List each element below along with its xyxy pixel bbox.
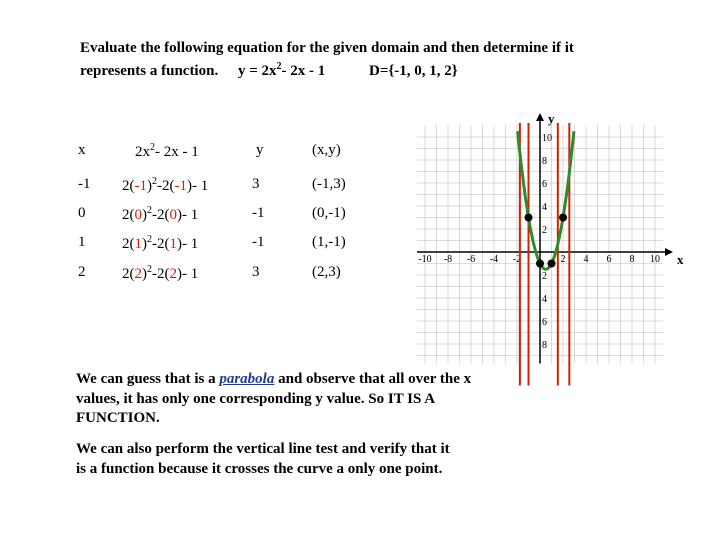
parabola-curve [518, 131, 574, 269]
y-axis-arrow [536, 113, 544, 121]
y-tick-label: 8 [542, 156, 547, 167]
explanation-paragraph-1: We can guess that is a parabola and observe that all over the x values, it has only one corresponding y value. So IT IS A FUNCTION. [76, 371, 472, 426]
x-tick-label: -6 [466, 254, 476, 265]
row-xy: (-1,3) [312, 176, 346, 192]
x-tick-label: -4 [489, 254, 499, 265]
header-y: y [256, 142, 264, 158]
header-x: x [78, 142, 86, 158]
data-point [525, 214, 533, 222]
row-y: -1 [252, 205, 265, 221]
x-tick-label: 2 [560, 254, 566, 265]
y-tick-label: 8 [542, 340, 547, 351]
x-tick-label: 4 [583, 254, 589, 265]
y-tick-label: 6 [542, 317, 547, 328]
header-xy: (x,y) [312, 142, 341, 158]
x-tick-label: 10 [650, 254, 660, 265]
domain: D={-1, 0, 1, 2} [369, 62, 458, 79]
row-expression: $2(-1)^2-2(-1)-$ 1 [122, 176, 209, 194]
x-tick-label: 8 [629, 254, 635, 265]
row-expression: $2(0)^2-2(0)-$ 1 [122, 205, 199, 223]
explanation-paragraph-2: We can also perform the vertical line test and verify that it is a function because it crosses the curve a only one point. [76, 441, 450, 477]
row-x: 2 [78, 264, 86, 280]
x-tick-label: -2 [512, 254, 522, 265]
equation: $y = 2x^2-$ 2x - 1 [237, 60, 326, 79]
x-axis-arrow [665, 248, 673, 256]
y-tick-label: 2 [542, 225, 547, 236]
data-point [559, 214, 567, 222]
x-tick-label: -8 [443, 254, 453, 265]
row-x: 1 [78, 234, 86, 250]
row-xy: (1,-1) [312, 234, 346, 250]
row-y: 3 [252, 176, 260, 192]
header-expression: $2x^2-$ 2x - 1 [135, 142, 199, 160]
y-tick-label: 4 [542, 294, 547, 305]
x-axis-label: x [677, 252, 684, 267]
data-point [536, 260, 544, 268]
row-expression: $2(2)^2-2(2)-$ 1 [122, 264, 199, 282]
y-tick-label: 2 [542, 271, 547, 282]
row-x: -1 [78, 176, 91, 192]
title-line-1: Evaluate the following equation for the given domain and then determine if it [80, 40, 574, 56]
data-point [548, 260, 556, 268]
row-expression: $2(1)^2-2(1)-$ 1 [122, 234, 199, 252]
y-tick-label: 6 [542, 179, 547, 190]
row-y: 3 [252, 264, 260, 280]
row-xy: (2,3) [312, 264, 341, 280]
row-xy: (0,-1) [312, 205, 346, 221]
title-line-2-text: represents a function. [80, 62, 219, 79]
x-tick-label: -10 [418, 254, 432, 265]
y-tick-label: 10 [542, 133, 552, 144]
row-y: -1 [252, 234, 265, 250]
row-x: 0 [78, 205, 86, 221]
y-tick-label: 4 [542, 202, 547, 213]
keyword-parabola: parabola [219, 371, 275, 387]
x-tick-label: 6 [606, 254, 612, 265]
y-axis-label: y [548, 111, 555, 126]
